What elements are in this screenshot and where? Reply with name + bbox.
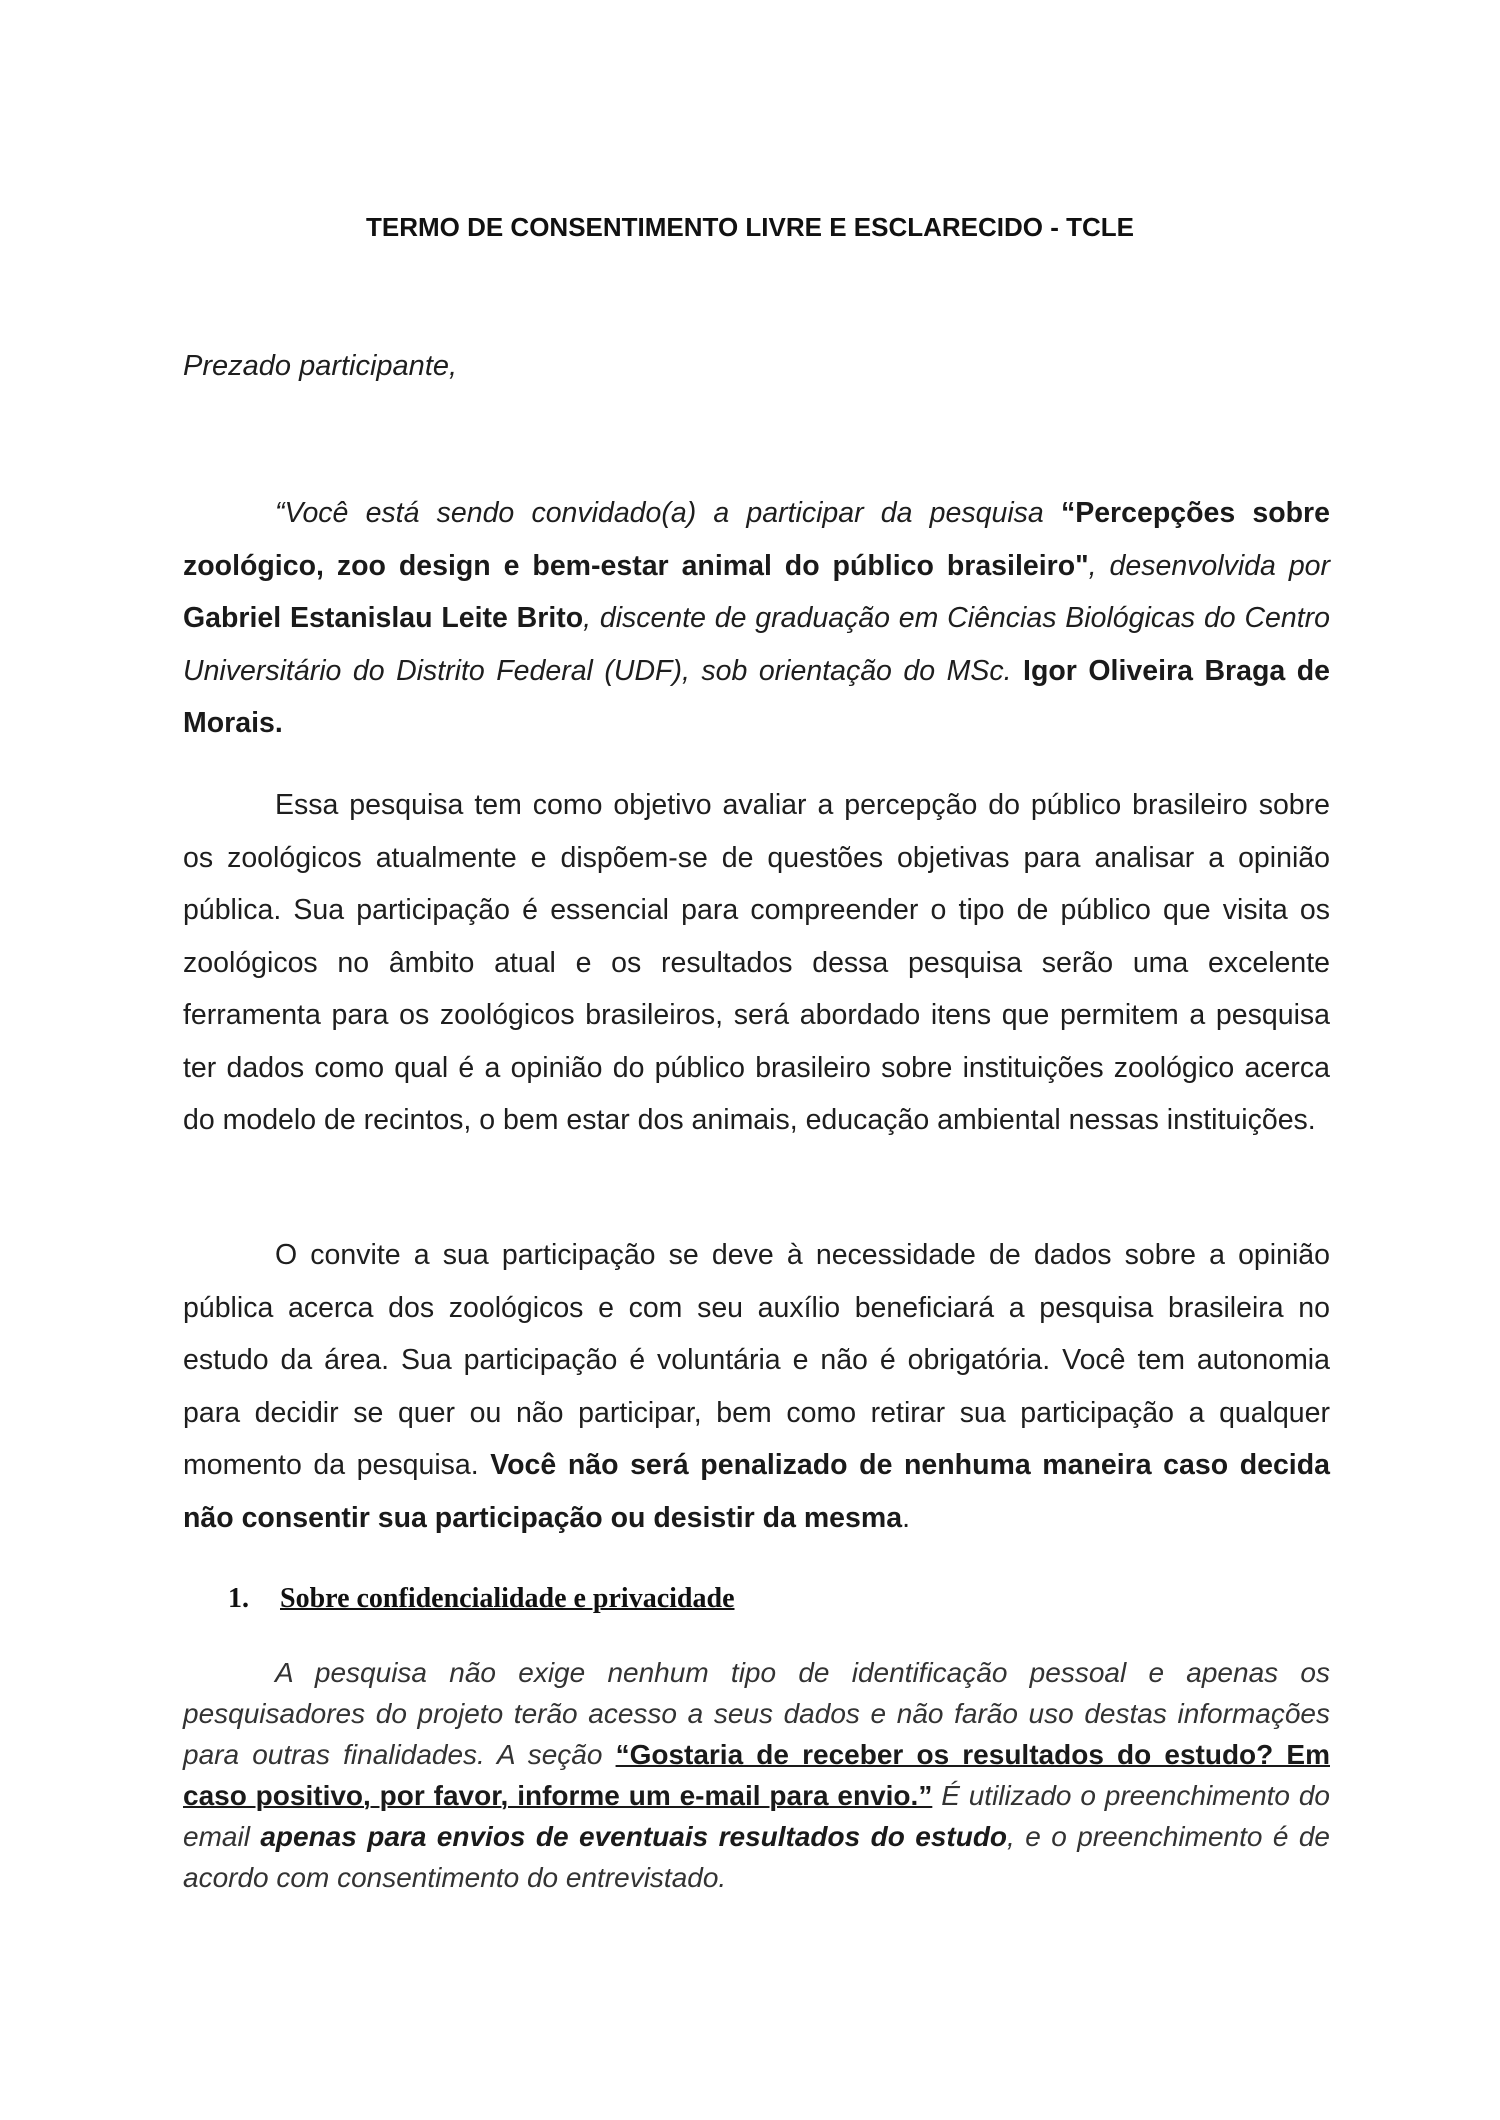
text-segment: É utilizado o preenchimento do email <box>183 1780 1331 1852</box>
text-segment: , discente de graduação em Ciências Biológicas do Centro Universitário do Distrito Federal (UDF), sob orientação do MSc. <box>183 602 1330 687</box>
text-segment: A pesquisa não exige nenhum tipo de identificação pessoal e apenas os pesquisadores do projeto terão acesso a seus dados e não farão uso destas informações para outras finalidades. A seção <box>183 1657 1330 1770</box>
researcher-name: Gabriel Estanislau Leite Brito <box>183 602 584 634</box>
text-segment: O convite a sua participação se deve à necessidade de dados sobre a opinião pública acerca dos zoológicos e com seu auxílio beneficiará a pesquisa brasileira no estudo da área. Sua participação é voluntária e não é obrigatória. Você tem autonomia para decidir se quer ou não participar, bem como retirar sua participação a qualquer momento da pesquisa. <box>183 1239 1330 1481</box>
no-penalty-statement: Você não será penalizado de nenhuma maneira caso decida não consentir sua participação ou desistir da mesma <box>183 1449 1330 1534</box>
email-usage-statement: apenas para envios de eventuais resultados do estudo <box>260 1821 1008 1852</box>
text-segment: , desenvolvida por <box>1088 549 1331 582</box>
section-title: Sobre confidencialidade e privacidade <box>280 1583 735 1614</box>
section-number: 1. <box>228 1583 249 1614</box>
text-segment: . <box>902 1501 910 1534</box>
email-question-reference: “Gostaria de receber os resultados do estudo? Em caso positivo, por favor, informe um e-mail para envio.” <box>183 1739 1330 1811</box>
text-segment: , e o preenchimento é de acordo com consentimento do entrevistado. <box>183 1821 1330 1893</box>
paragraph-invitation <box>183 487 1330 750</box>
paragraph-confidentiality <box>183 1652 1330 1898</box>
paragraph-participation <box>183 1229 1330 1544</box>
section-heading <box>228 1583 735 1615</box>
document-title: TERMO DE CONSENTIMENTO LIVRE E ESCLARECIDO - TCLE <box>365 212 1134 242</box>
greeting: Prezado participante, <box>183 350 458 382</box>
research-title: “Percepções sobre zoológico, zoo design e bem-estar animal do público brasileiro" <box>183 497 1330 582</box>
text-segment: “Você está sendo convidado(a) a participar da pesquisa <box>275 497 1061 529</box>
advisor-name: Igor Oliveira Braga de Morais. <box>183 654 1330 739</box>
paragraph-objective: Essa pesquisa tem como objetivo avaliar a percepção do público brasileiro sobre os zoológicos atualmente e dispõem-se de questões objetivas para analisar a opinião pública. Sua participação é essencial para compreender o tipo de público que visita os zoológicos no âmbito atual e os resultados dessa pesquisa serão uma excelente ferramenta para os zoológicos brasileiros, será abordado itens que permitem a pesquisa ter dados como qual é a opinião do público brasileiro sobre instituições zoológico acerca do modelo de recintos, o bem estar dos animais, educação ambiental nessas instituições. <box>183 789 1330 1136</box>
